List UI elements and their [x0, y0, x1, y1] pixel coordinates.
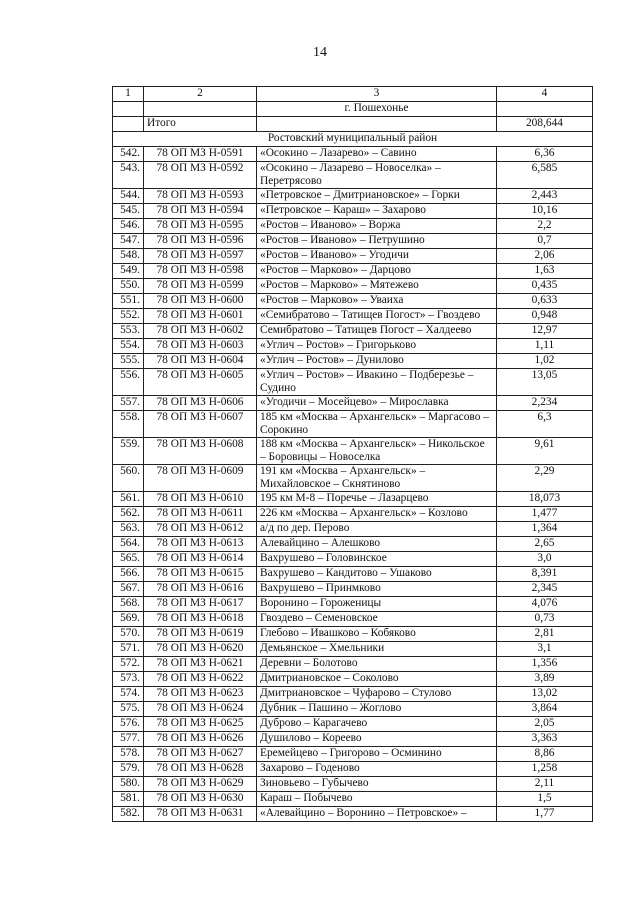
- road-code: 78 ОП МЗ Н-0595: [144, 219, 257, 234]
- row-number: 549.: [113, 264, 144, 279]
- road-name: Деревни – Болотово: [257, 657, 497, 672]
- road-name: Вахрушево – Принмково: [257, 582, 497, 597]
- road-code: 78 ОП МЗ Н-0621: [144, 657, 257, 672]
- row-number: 545.: [113, 204, 144, 219]
- row-number: 572.: [113, 657, 144, 672]
- road-name: Семибратово – Татищев Погост – Халдеево: [257, 324, 497, 339]
- road-name: «Ростов – Марково» – Уваиха: [257, 294, 497, 309]
- road-name: «Ростов – Марково» – Мятежево: [257, 279, 497, 294]
- section-row: [113, 132, 593, 147]
- road-name: «Угодичи – Мосейцево» – Мирославка: [257, 396, 497, 411]
- row-number: 581.: [113, 792, 144, 807]
- table-row: [113, 234, 593, 249]
- table-row: [113, 465, 593, 492]
- road-length: 1,77: [497, 807, 593, 822]
- page-number: 14: [313, 45, 327, 60]
- road-length: 3,89: [497, 672, 593, 687]
- road-code: 78 ОП МЗ Н-0625: [144, 717, 257, 732]
- road-code: 78 ОП МЗ Н-0601: [144, 309, 257, 324]
- road-name: 195 км М-8 – Поречье – Лазарцево: [257, 492, 497, 507]
- road-code: 78 ОП МЗ Н-0626: [144, 732, 257, 747]
- row-number: 546.: [113, 219, 144, 234]
- road-code: 78 ОП МЗ Н-0602: [144, 324, 257, 339]
- row-number: 548.: [113, 249, 144, 264]
- road-length: 1,11: [497, 339, 593, 354]
- row-number: 568.: [113, 597, 144, 612]
- table-row: [113, 507, 593, 522]
- road-length: 0,7: [497, 234, 593, 249]
- row-number: 554.: [113, 339, 144, 354]
- road-name: а/д по дер. Перово: [257, 522, 497, 537]
- road-name: Алевайцино – Алешково: [257, 537, 497, 552]
- table-row: [113, 324, 593, 339]
- table-row: [113, 249, 593, 264]
- table-row: [113, 807, 593, 822]
- road-code: 78 ОП МЗ Н-0612: [144, 522, 257, 537]
- table-row: [113, 747, 593, 762]
- road-code: 78 ОП МЗ Н-0606: [144, 396, 257, 411]
- table-row: [113, 762, 593, 777]
- road-name: «Ростов – Иваново» – Угодичи: [257, 249, 497, 264]
- row-number: 561.: [113, 492, 144, 507]
- road-name: Вахрушево – Головинское: [257, 552, 497, 567]
- road-code: 78 ОП МЗ Н-0596: [144, 234, 257, 249]
- row-number: 557.: [113, 396, 144, 411]
- road-name: Еремейцево – Григорово – Осминино: [257, 747, 497, 762]
- table-row: [113, 279, 593, 294]
- row-number: 569.: [113, 612, 144, 627]
- road-code: 78 ОП МЗ Н-0631: [144, 807, 257, 822]
- road-name: «Петровское – Караш» – Захарово: [257, 204, 497, 219]
- table-row: [113, 567, 593, 582]
- row-number: 550.: [113, 279, 144, 294]
- road-name: Воронино – Гороженицы: [257, 597, 497, 612]
- table-row: [113, 522, 593, 537]
- road-code: 78 ОП МЗ Н-0600: [144, 294, 257, 309]
- road-length: 2,29: [497, 465, 593, 492]
- road-length: 3,0: [497, 552, 593, 567]
- table-row: [113, 189, 593, 204]
- road-code: 78 ОП МЗ Н-0619: [144, 627, 257, 642]
- road-length: 8,391: [497, 567, 593, 582]
- road-length: 2,11: [497, 777, 593, 792]
- road-length: 1,364: [497, 522, 593, 537]
- road-code: 78 ОП МЗ Н-0616: [144, 582, 257, 597]
- road-length: 2,2: [497, 219, 593, 234]
- road-length: 1,02: [497, 354, 593, 369]
- row-number: 552.: [113, 309, 144, 324]
- table-row: [113, 219, 593, 234]
- road-name: 191 км «Москва – Архангельск» – Михайловское – Скнятиново: [257, 465, 497, 492]
- header-cell: 1: [113, 87, 144, 102]
- table-row: [113, 597, 593, 612]
- road-length: 10,16: [497, 204, 593, 219]
- road-code: 78 ОП МЗ Н-0594: [144, 204, 257, 219]
- row-number: 564.: [113, 537, 144, 552]
- road-name: 185 км «Москва – Архангельск» – Маргасово – Сорокино: [257, 411, 497, 438]
- road-name: Дубник – Пашино – Жоглово: [257, 702, 497, 717]
- row-number: 560.: [113, 465, 144, 492]
- road-name: Дмитриановское – Соколово: [257, 672, 497, 687]
- road-length: 1,356: [497, 657, 593, 672]
- road-name: «Углич – Ростов» – Дунилово: [257, 354, 497, 369]
- table-row: [113, 687, 593, 702]
- table-row: [113, 672, 593, 687]
- row-number: 542.: [113, 147, 144, 162]
- road-name: Демьянское – Хмельники: [257, 642, 497, 657]
- road-code: 78 ОП МЗ Н-0630: [144, 792, 257, 807]
- row-number: 578.: [113, 747, 144, 762]
- table-row: [113, 294, 593, 309]
- table-row: [113, 777, 593, 792]
- road-length: 13,02: [497, 687, 593, 702]
- table-row: [113, 702, 593, 717]
- table-row: [113, 717, 593, 732]
- road-code: 78 ОП МЗ Н-0618: [144, 612, 257, 627]
- row-number: 580.: [113, 777, 144, 792]
- road-code: 78 ОП МЗ Н-0603: [144, 339, 257, 354]
- row-number: 556.: [113, 369, 144, 396]
- road-length: 2,06: [497, 249, 593, 264]
- road-code: 78 ОП МЗ Н-0609: [144, 465, 257, 492]
- table-row: [113, 492, 593, 507]
- table-row: [113, 264, 593, 279]
- road-length: 0,633: [497, 294, 593, 309]
- road-code: 78 ОП МЗ Н-0605: [144, 369, 257, 396]
- row-number: 579.: [113, 762, 144, 777]
- road-code: 78 ОП МЗ Н-0593: [144, 189, 257, 204]
- road-name: «Углич – Ростов» – Ивакино – Подберезье – Судино: [257, 369, 497, 396]
- road-name: «Ростов – Иваново» – Петрушино: [257, 234, 497, 249]
- row-number: 559.: [113, 438, 144, 465]
- table-row: [113, 657, 593, 672]
- road-code: 78 ОП МЗ Н-0599: [144, 279, 257, 294]
- header-cell: 4: [497, 87, 593, 102]
- section-title: Ростовский муниципальный район: [113, 132, 593, 147]
- road-name: Караш – Побычево: [257, 792, 497, 807]
- road-name: 226 км «Москва – Архангельск» – Козлово: [257, 507, 497, 522]
- road-code: 78 ОП МЗ Н-0629: [144, 777, 257, 792]
- row-number: 576.: [113, 717, 144, 732]
- road-length: 0,948: [497, 309, 593, 324]
- row-number: 571.: [113, 642, 144, 657]
- row-number: 555.: [113, 354, 144, 369]
- road-name: 188 км «Москва – Архангельск» – Никольское – Боровицы – Новоселка: [257, 438, 497, 465]
- table-row: [113, 612, 593, 627]
- road-name: Гвоздево – Семеновское: [257, 612, 497, 627]
- road-code: 78 ОП МЗ Н-0623: [144, 687, 257, 702]
- table-row: [113, 792, 593, 807]
- total-row: [113, 117, 593, 132]
- table-row: [113, 552, 593, 567]
- road-code: 78 ОП МЗ Н-0604: [144, 354, 257, 369]
- row-number: 562.: [113, 507, 144, 522]
- total-label: Итого: [144, 117, 257, 132]
- road-length: 1,477: [497, 507, 593, 522]
- road-name: «Петровское – Дмитриановское» – Горки: [257, 189, 497, 204]
- road-name: Зиновьево – Губычево: [257, 777, 497, 792]
- row-number: 544.: [113, 189, 144, 204]
- table-row: [113, 411, 593, 438]
- road-code: 78 ОП МЗ Н-0598: [144, 264, 257, 279]
- road-length: 3,363: [497, 732, 593, 747]
- road-length: 1,258: [497, 762, 593, 777]
- road-name: «Алевайцино – Воронино – Петровское» –: [257, 807, 497, 822]
- road-length: 2,65: [497, 537, 593, 552]
- road-code: 78 ОП МЗ Н-0597: [144, 249, 257, 264]
- road-name: «Осокино – Лазарево» – Савино: [257, 147, 497, 162]
- table-row: [113, 582, 593, 597]
- road-code: 78 ОП МЗ Н-0608: [144, 438, 257, 465]
- town-row: [113, 102, 593, 117]
- road-length: 8,86: [497, 747, 593, 762]
- road-length: 2,345: [497, 582, 593, 597]
- road-length: 6,3: [497, 411, 593, 438]
- row-number: 547.: [113, 234, 144, 249]
- table-row: [113, 204, 593, 219]
- road-name: «Осокино – Лазарево – Новоселка» – Перетрясово: [257, 162, 497, 189]
- road-code: 78 ОП МЗ Н-0617: [144, 597, 257, 612]
- road-length: 4,076: [497, 597, 593, 612]
- row-number: 543.: [113, 162, 144, 189]
- road-code: 78 ОП МЗ Н-0591: [144, 147, 257, 162]
- total-value: 208,644: [497, 117, 593, 132]
- row-number: 570.: [113, 627, 144, 642]
- road-length: 1,63: [497, 264, 593, 279]
- road-code: 78 ОП МЗ Н-0611: [144, 507, 257, 522]
- table-row: [113, 309, 593, 324]
- table-row: [113, 537, 593, 552]
- table-row: [113, 627, 593, 642]
- road-length: 6,585: [497, 162, 593, 189]
- roads-table: [112, 86, 593, 822]
- road-code: 78 ОП МЗ Н-0624: [144, 702, 257, 717]
- road-name: Вахрушево – Кандитово – Ушаково: [257, 567, 497, 582]
- header-row: [113, 87, 593, 102]
- road-length: 0,435: [497, 279, 593, 294]
- road-name: «Углич – Ростов» – Григорьково: [257, 339, 497, 354]
- row-number: 566.: [113, 567, 144, 582]
- road-length: 0,73: [497, 612, 593, 627]
- table-row: [113, 354, 593, 369]
- header-cell: 2: [144, 87, 257, 102]
- road-code: 78 ОП МЗ Н-0628: [144, 762, 257, 777]
- road-name: Захарово – Годеново: [257, 762, 497, 777]
- table-row: [113, 369, 593, 396]
- row-number: 563.: [113, 522, 144, 537]
- town-name: г. Пошехонье: [257, 102, 497, 117]
- table-row: [113, 162, 593, 189]
- row-number: 567.: [113, 582, 144, 597]
- row-number: 574.: [113, 687, 144, 702]
- road-length: 3,1: [497, 642, 593, 657]
- road-code: 78 ОП МЗ Н-0592: [144, 162, 257, 189]
- road-length: 18,073: [497, 492, 593, 507]
- road-code: 78 ОП МЗ Н-0613: [144, 537, 257, 552]
- row-number: 558.: [113, 411, 144, 438]
- row-number: 553.: [113, 324, 144, 339]
- road-code: 78 ОП МЗ Н-0615: [144, 567, 257, 582]
- row-number: 575.: [113, 702, 144, 717]
- table-row: [113, 147, 593, 162]
- row-number: 565.: [113, 552, 144, 567]
- road-length: 2,05: [497, 717, 593, 732]
- road-length: 3,864: [497, 702, 593, 717]
- road-length: 6,36: [497, 147, 593, 162]
- road-name: Дмитриановское – Чуфарово – Стулово: [257, 687, 497, 702]
- road-name: Душилово – Кореево: [257, 732, 497, 747]
- row-number: 551.: [113, 294, 144, 309]
- road-code: 78 ОП МЗ Н-0607: [144, 411, 257, 438]
- road-length: 2,443: [497, 189, 593, 204]
- road-name: Глебово – Ивашково – Кобяково: [257, 627, 497, 642]
- road-length: 12,97: [497, 324, 593, 339]
- road-code: 78 ОП МЗ Н-0622: [144, 672, 257, 687]
- table-row: [113, 396, 593, 411]
- table-row: [113, 438, 593, 465]
- table-row: [113, 732, 593, 747]
- roads-table-body: [113, 87, 593, 822]
- road-code: 78 ОП МЗ Н-0620: [144, 642, 257, 657]
- road-length: 2,234: [497, 396, 593, 411]
- road-length: 1,5: [497, 792, 593, 807]
- road-code: 78 ОП МЗ Н-0610: [144, 492, 257, 507]
- road-length: 13,05: [497, 369, 593, 396]
- row-number: 573.: [113, 672, 144, 687]
- road-name: «Семибратово – Татищев Погост» – Гвоздево: [257, 309, 497, 324]
- road-code: 78 ОП МЗ Н-0627: [144, 747, 257, 762]
- row-number: 577.: [113, 732, 144, 747]
- table-row: [113, 339, 593, 354]
- road-length: 9,61: [497, 438, 593, 465]
- row-number: 582.: [113, 807, 144, 822]
- road-name: «Ростов – Иваново» – Воржа: [257, 219, 497, 234]
- road-length: 2,81: [497, 627, 593, 642]
- road-name: «Ростов – Марково» – Дарцово: [257, 264, 497, 279]
- road-name: Дуброво – Карагачево: [257, 717, 497, 732]
- road-code: 78 ОП МЗ Н-0614: [144, 552, 257, 567]
- table-row: [113, 642, 593, 657]
- header-cell: 3: [257, 87, 497, 102]
